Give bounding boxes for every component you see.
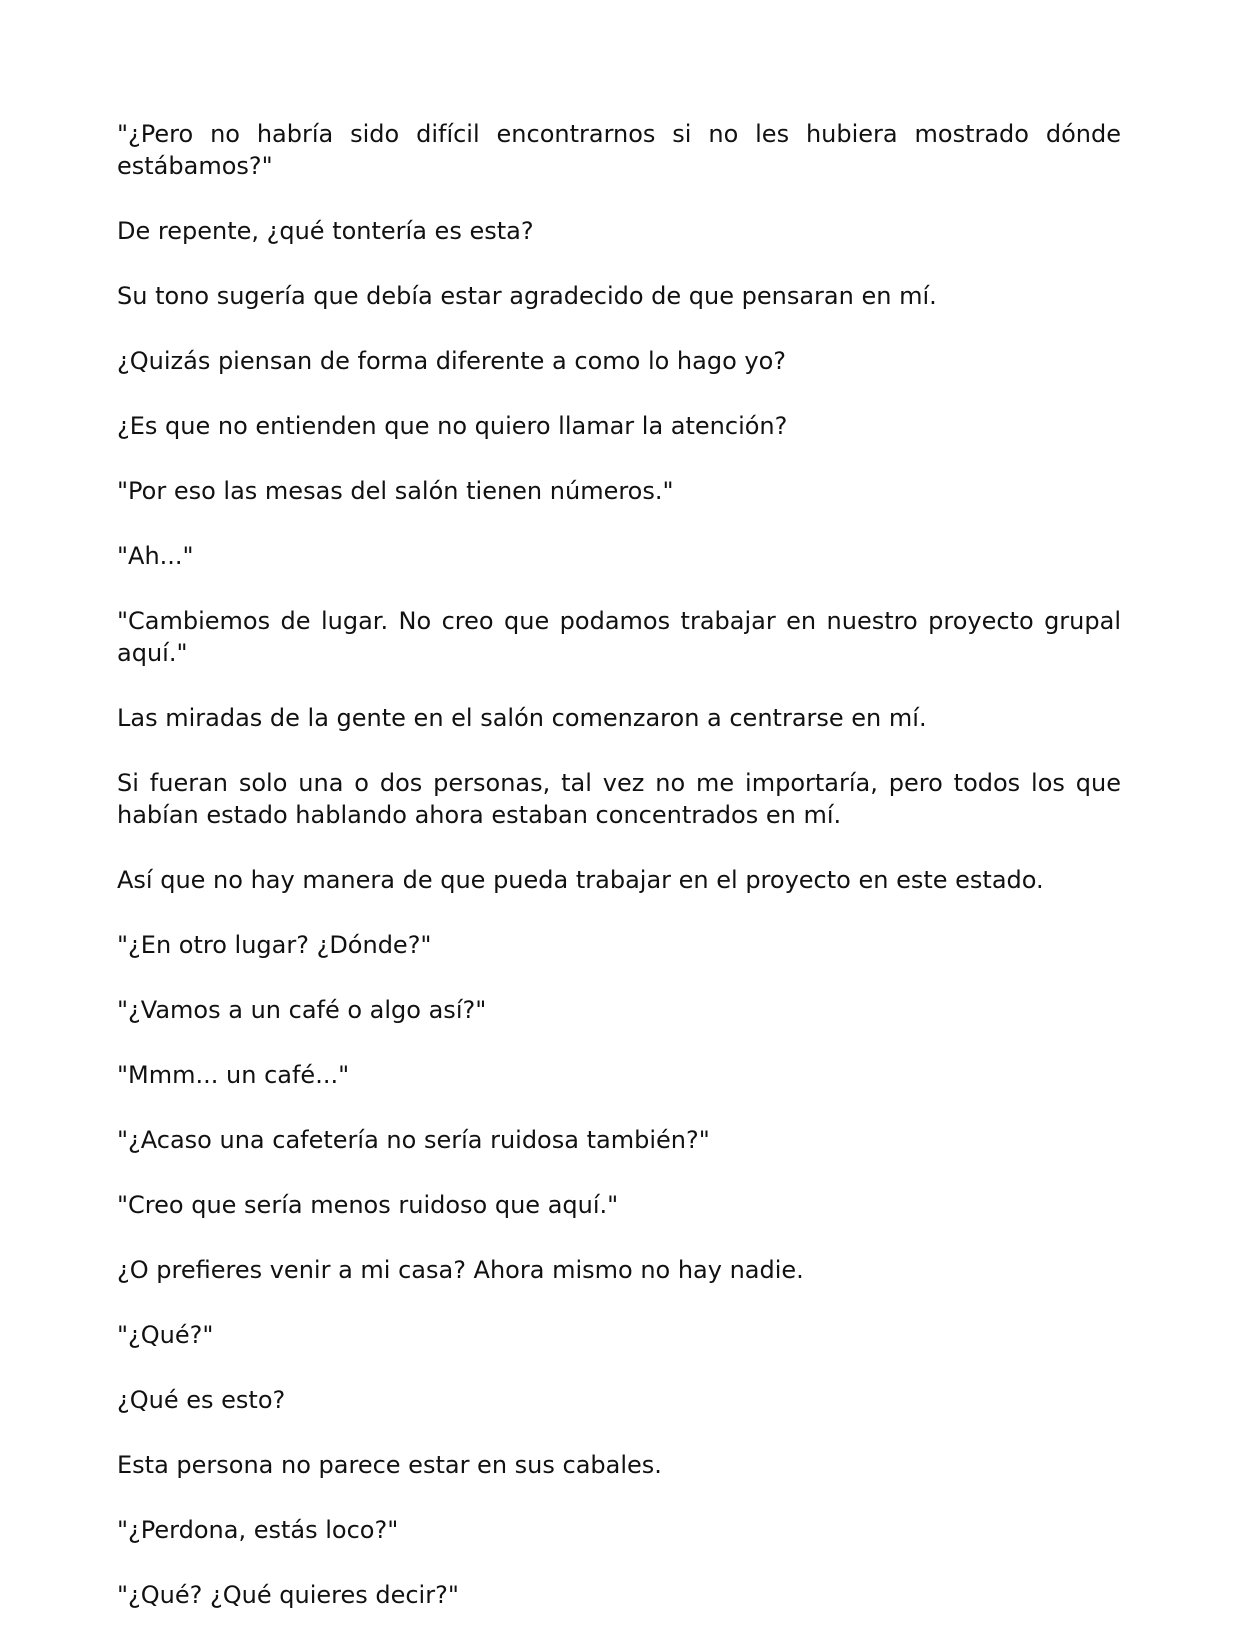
paragraph-8: "Cambiemos de lugar. No creo que podamos trabajar en nuestro proyecto grupal aquí." bbox=[117, 607, 1121, 667]
paragraph-17: ¿O prefieres venir a mi casa? Ahora mismo no hay nadie. bbox=[117, 1256, 804, 1284]
paragraph-15: "¿Acaso una cafetería no sería ruidosa también?" bbox=[117, 1126, 710, 1154]
paragraph-2: De repente, ¿qué tontería es esta? bbox=[117, 217, 534, 245]
paragraph-6: "Por eso las mesas del salón tienen números." bbox=[117, 477, 674, 505]
paragraph-20: Esta persona no parece estar en sus cabales. bbox=[117, 1451, 662, 1479]
paragraph-22: "¿Qué? ¿Qué quieres decir?" bbox=[117, 1581, 459, 1609]
paragraph-10: Si fueran solo una o dos personas, tal vez no me importaría, pero todos los que habían estado hablando ahora estaban concentrados en mí. bbox=[117, 769, 1121, 829]
paragraph-9: Las miradas de la gente en el salón comenzaron a centrarse en mí. bbox=[117, 704, 927, 732]
paragraph-13: "¿Vamos a un café o algo así?" bbox=[117, 996, 487, 1024]
paragraph-1: "¿Pero no habría sido difícil encontrarnos si no les hubiera mostrado dónde estábamos?" bbox=[117, 120, 1121, 180]
document-page bbox=[117, 118, 1121, 1644]
paragraph-19: ¿Qué es esto? bbox=[117, 1386, 286, 1414]
paragraph-16: "Creo que sería menos ruidoso que aquí." bbox=[117, 1191, 619, 1219]
paragraph-21: "¿Perdona, estás loco?" bbox=[117, 1516, 399, 1544]
paragraph-18: "¿Qué?" bbox=[117, 1321, 214, 1349]
paragraph-5: ¿Es que no entienden que no quiero llamar la atención? bbox=[117, 412, 788, 440]
paragraph-4: ¿Quizás piensan de forma diferente a como lo hago yo? bbox=[117, 347, 787, 375]
paragraph-14: "Mmm... un café..." bbox=[117, 1061, 350, 1089]
paragraph-7: "Ah..." bbox=[117, 542, 194, 570]
paragraph-11: Así que no hay manera de que pueda trabajar en el proyecto en este estado. bbox=[117, 866, 1044, 894]
paragraph-3: Su tono sugería que debía estar agradecido de que pensaran en mí. bbox=[117, 282, 937, 310]
paragraph-12: "¿En otro lugar? ¿Dónde?" bbox=[117, 931, 432, 959]
